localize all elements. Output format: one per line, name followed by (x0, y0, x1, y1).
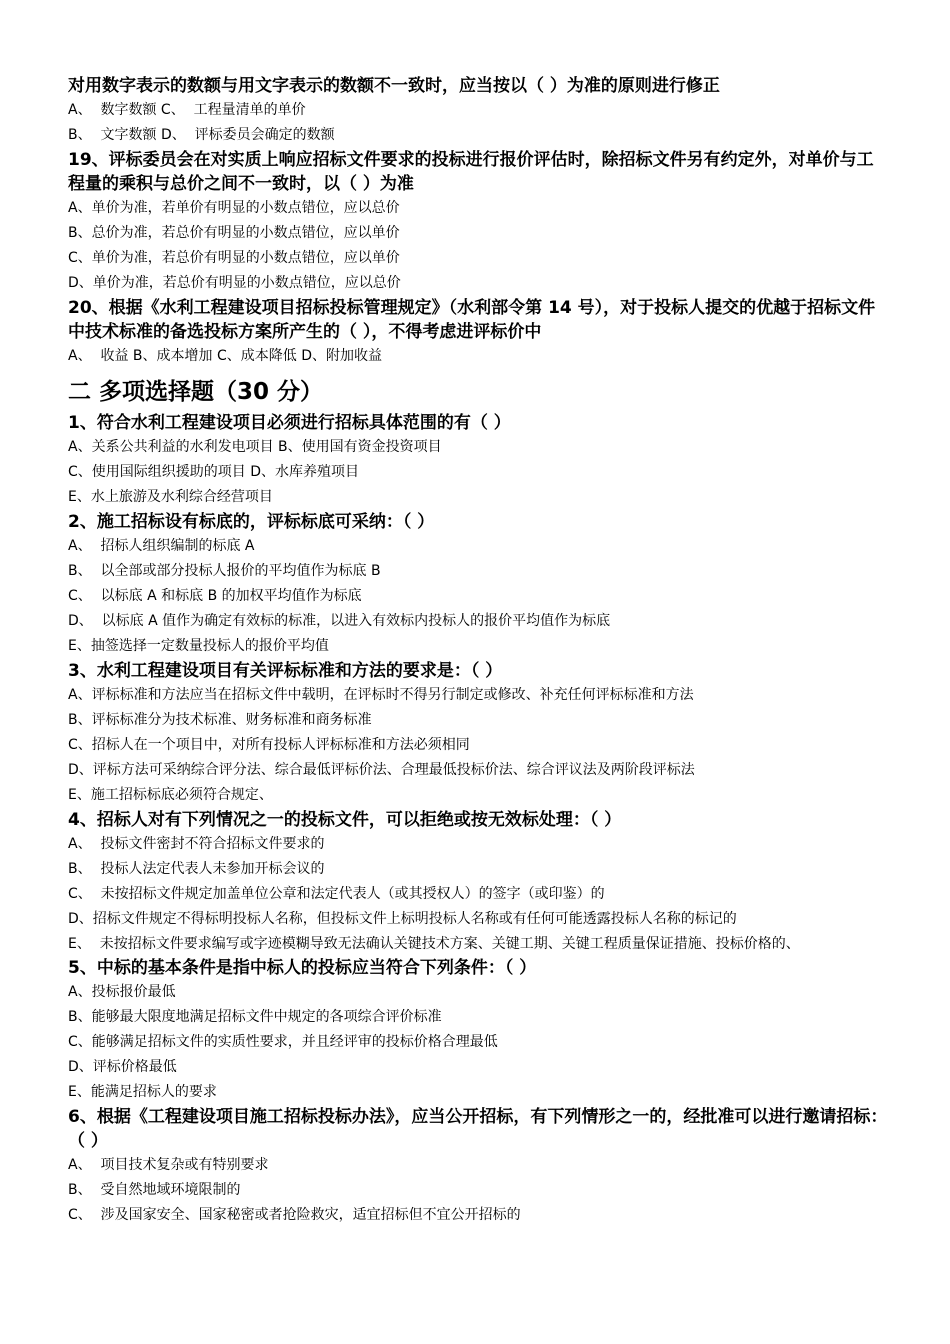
question-19-option: A、单价为准，若单价有明显的小数点错位，应以总价 (68, 200, 400, 216)
multi-question-5-option: A、投标报价最低 (68, 984, 176, 1000)
multi-question-2-option: D、 以标底 A 值作为确定有效标的标准，以进入有效标内投标人的报价平均值作为标底 (68, 613, 611, 629)
multi-question-1-stem: 1、符合水利工程建设项目必须进行招标具体范围的有（ ） (68, 413, 511, 433)
multi-question-6-stem: 6、根据《工程建设项目施工招标投标办法》，应当公开招标，有下列情形之一的，经批准可以进行邀请招标：（ ） (68, 1107, 888, 1151)
multi-question-2-option: B、 以全部或部分投标人报价的平均值作为标底 B (68, 563, 381, 579)
question-20-stem: 20、根据《水利工程建设项目招标投标管理规定》（水利部令第 14 号），对于投标人提交的优越于招标文件中技术标准的备选投标方案所产生的（ ），不得考虑进评标价中 (68, 298, 876, 342)
exam-page (68, 74, 888, 1228)
multi-question-5-option: D、评标价格最低 (68, 1059, 177, 1075)
question-20-option: A、 收益 B、成本增加 C、成本降低 D、附加收益 (68, 348, 382, 364)
question-19-option: B、总价为准，若总价有明显的小数点错位，应以单价 (68, 225, 400, 241)
multi-question-4-option: C、 未按招标文件规定加盖单位公章和法定代表人（或其授权人）的签字（或印鉴）的 (68, 886, 605, 902)
question-19-option: C、单价为准，若总价有明显的小数点错位，应以单价 (68, 250, 400, 266)
multi-question-3-option: D、评标方法可采纳综合评分法、综合最低评标价法、合理最低投标价法、综合评议法及两阶段评标法 (68, 762, 695, 778)
multi-question-5-option: E、能满足招标人的要求 (68, 1084, 217, 1100)
multi-question-4-option: E、 未按招标文件要求编写或字迹模糊导致无法确认关键技术方案、关键工期、关键工程质量保证措施、投标价格的、 (68, 936, 800, 952)
question-19-stem: 19、评标委员会在对实质上响应招标文件要求的投标进行报价评估时，除招标文件另有约定外，对单价与工程量的乘积与总价之间不一致时，以（ ）为准 (68, 150, 874, 194)
multi-question-4-option: B、 投标人法定代表人未参加开标会议的 (68, 861, 325, 877)
multi-question-3-option: E、施工招标标底必须符合规定、 (68, 787, 273, 803)
multi-question-3-option: B、评标标准分为技术标准、财务标准和商务标准 (68, 712, 372, 728)
question-18-option: A、 数字数额 C、 工程量清单的单价 (68, 102, 306, 118)
multi-question-4-stem: 4、招标人对有下列情况之一的投标文件，可以拒绝或按无效标处理：（ ） (68, 810, 622, 830)
question-18-option: B、 文字数额 D、 评标委员会确定的数额 (68, 127, 335, 143)
multi-question-3-stem: 3、水利工程建设项目有关评标标准和方法的要求是：（ ） (68, 661, 503, 681)
multi-question-5-option: B、能够最大限度地满足招标文件中规定的各项综合评价标准 (68, 1009, 442, 1025)
multi-question-3-option: C、招标人在一个项目中，对所有投标人评标标准和方法必须相同 (68, 737, 470, 753)
multi-question-2-stem: 2、施工招标设有标底的，评标标底可采纳：（ ） (68, 512, 435, 532)
question-19-option: D、单价为准，若总价有明显的小数点错位，应以总价 (68, 275, 401, 291)
multi-question-3-option: A、评标标准和方法应当在招标文件中载明，在评标时不得另行制定或修改、补充任何评标标准和方法 (68, 687, 694, 703)
section-title: 二 多项选择题（30 分） (68, 379, 324, 405)
question-18-stem: 对用数字表示的数额与用文字表示的数额不一致时，应当按以（ ）为准的原则进行修正 (68, 76, 720, 96)
multi-question-5-stem: 5、中标的基本条件是指中标人的投标应当符合下列条件：（ ） (68, 958, 537, 978)
multi-question-6-option: C、 涉及国家安全、国家秘密或者抢险救灾，适宜招标但不宜公开招标的 (68, 1207, 521, 1223)
multi-question-4-option: A、 投标文件密封不符合招标文件要求的 (68, 836, 325, 852)
multi-question-1-option: A、关系公共利益的水利发电项目 B、使用国有资金投资项目 (68, 439, 442, 455)
multi-question-2-option: A、 招标人组织编制的标底 A (68, 538, 255, 554)
multi-question-2-option: E、抽签选择一定数量投标人的报价平均值 (68, 638, 329, 654)
multi-question-6-option: A、 项目技术复杂或有特别要求 (68, 1157, 269, 1173)
multi-question-6-option: B、 受自然地域环境限制的 (68, 1182, 241, 1198)
multi-question-5-option: C、能够满足招标文件的实质性要求，并且经评审的投标价格合理最低 (68, 1034, 498, 1050)
multi-question-2-option: C、 以标底 A 和标底 B 的加权平均值作为标底 (68, 588, 362, 604)
multi-question-1-option: C、使用国际组织援助的项目 D、水库养殖项目 (68, 464, 360, 480)
multi-question-4-option: D、招标文件规定不得标明投标人名称，但投标文件上标明投标人名称或有任何可能透露投标人名称的标记的 (68, 911, 737, 927)
multi-question-1-option: E、水上旅游及水利综合经营项目 (68, 489, 273, 505)
